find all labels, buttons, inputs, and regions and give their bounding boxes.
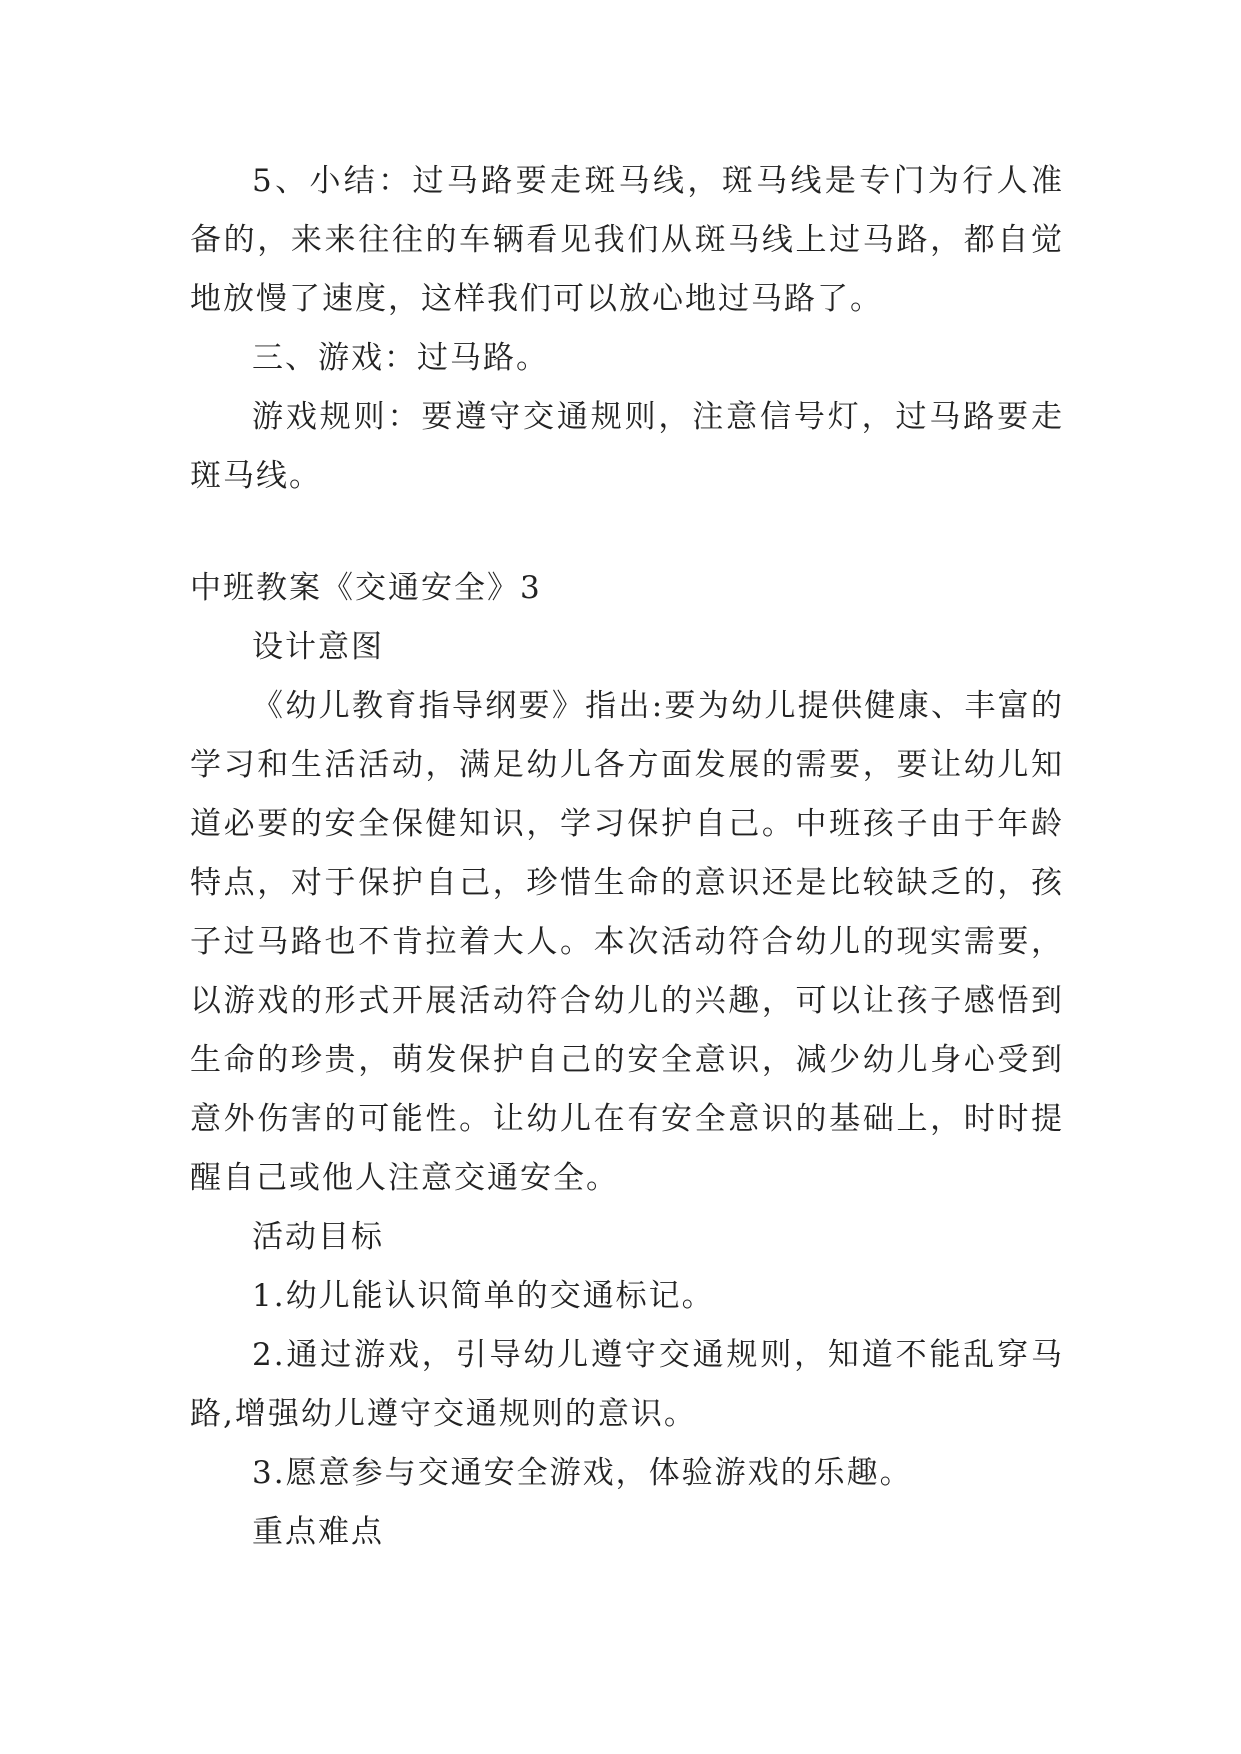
section-spacer <box>190 506 1064 559</box>
section-title: 中班教案《交通安全》3 <box>190 570 542 606</box>
document-body <box>190 152 1064 1562</box>
paragraph-game-rules: 游戏规则：要遵守交通规则，注意信号灯，过马路要走斑马线。 <box>190 399 1064 494</box>
paragraph-key-points-heading: 重点难点 <box>252 1514 384 1550</box>
paragraph-goal-2: 2.通过游戏，引导幼儿遵守交通规则，知道不能乱穿马路,增强幼儿遵守交通规则的意识。 <box>190 1337 1064 1432</box>
paragraph-goal-1: 1.幼儿能认识简单的交通标记。 <box>252 1278 715 1314</box>
paragraph-game-title: 三、游戏：过马路。 <box>252 340 549 376</box>
paragraph-goals-heading: 活动目标 <box>252 1219 384 1255</box>
paragraph-goal-3: 3.愿意参与交通安全游戏，体验游戏的乐趣。 <box>252 1455 913 1491</box>
paragraph-summary: 5、小结：过马路要走斑马线，斑马线是专门为行人准备的，来来往往的车辆看见我们从斑马线上过马路，都自觉地放慢了速度，这样我们可以放心地过马路了。 <box>190 163 1064 317</box>
paragraph-design-intent: 《幼儿教育指导纲要》指出:要为幼儿提供健康、丰富的学习和生活活动，满足幼儿各方面发展的需要，要让幼儿知道必要的安全保健知识，学习保护自己。中班孩子由于年龄特点，对于保护自己，珍惜生命的意识还是比较缺乏的，孩子过马路也不肯拉着大人。本次活动符合幼儿的现实需要，以游戏的形式开展活动符合幼儿的兴趣，可以让孩子感悟到生命的珍贵，萌发保护自己的安全意识，减少幼儿身心受到意外伤害的可能性。让幼儿在有安全意识的基础上，时时提醒自己或他人注意交通安全。 <box>190 688 1064 1196</box>
paragraph-design-intent-heading: 设计意图 <box>252 629 384 665</box>
